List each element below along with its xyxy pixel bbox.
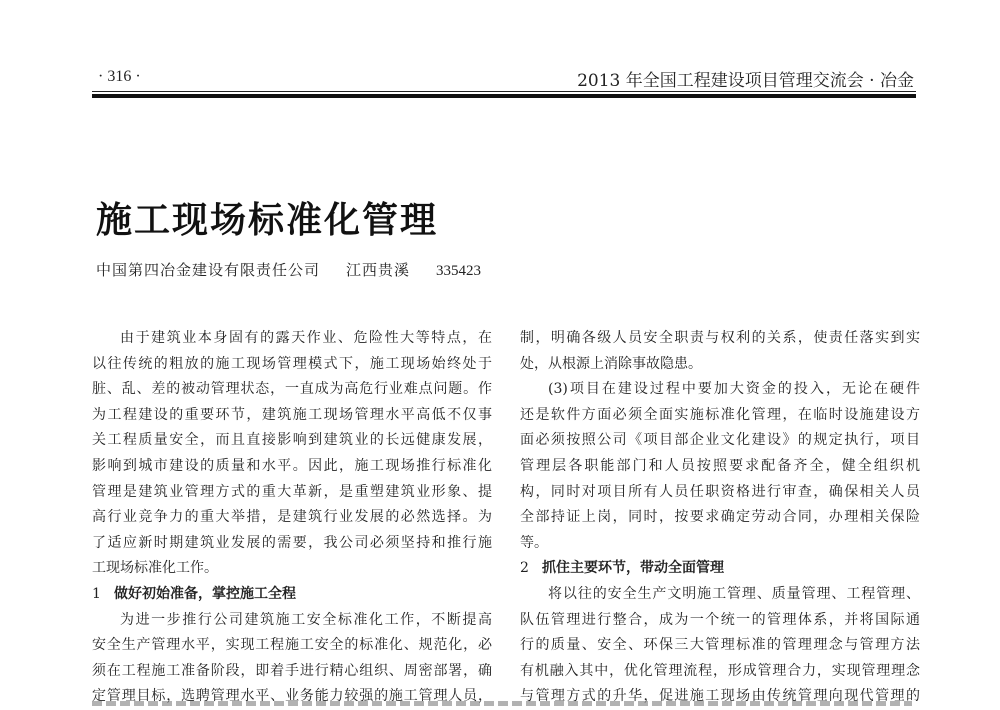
body-line: 等。 xyxy=(520,534,548,551)
affiliation-location: 江西贵溪 xyxy=(346,261,411,279)
body-line: 工现场标准化工作。 xyxy=(92,560,218,577)
body-line: 构，同时对项目所有人员任职资格进行审查，确保相关人员 xyxy=(520,483,920,500)
body-line: 行的质量、安全、环保三大管理标准的管理理念与管理方法 xyxy=(520,637,920,654)
body-line: 与管理方式的升华，促进施工现场由传统管理向现代管理的 xyxy=(520,688,920,705)
section-heading-2 xyxy=(520,556,920,582)
body-line: 脏、乱、差的被动管理状态，一直成为高危行业难点问题。作 xyxy=(92,381,492,398)
article-title: 施工现场标准化管理 xyxy=(96,199,439,241)
affiliation-postcode: 335423 xyxy=(436,263,482,279)
body-line: 还是软件方面必须全面实施标准化管理，在临时设施建设方 xyxy=(520,406,920,423)
body-line: 由于建筑业本身固有的露天作业、危险性大等特点，在 xyxy=(120,330,492,346)
body-line: 有机融入其中，优化管理流程，形成管理合力，实现管理理念 xyxy=(520,662,920,679)
body-line: 安全生产管理水平，实现工程施工安全的标准化、规范化，必 xyxy=(92,637,492,654)
cut-off-text-line xyxy=(92,701,912,706)
right-column xyxy=(520,326,920,710)
journal-title: 2013 年全国工程建设项目管理交流会 · 冶金 xyxy=(577,71,914,91)
body-line: 关工程质量安全，而且直接影响到建筑业的长远健康发展， xyxy=(92,432,492,449)
body-line: 处，从根源上消除事故隐患。 xyxy=(520,355,702,372)
author-affiliation xyxy=(96,259,507,280)
body-line: 定管理目标，选聘管理水平、业务能力较强的施工管理人员， xyxy=(92,688,492,705)
section-number: 2 xyxy=(520,560,529,577)
body-line: (3)项目在建设过程中要加大资金的投入，无论在硬件 xyxy=(548,381,920,398)
body-line: 队伍管理进行整合，成为一个统一的管理体系，并将国际通 xyxy=(520,611,920,628)
body-line: 为工程建设的重要环节，建筑施工现场管理水平高低不仅事 xyxy=(92,406,492,423)
body-line: 高行业竞争力的重大举措，是建筑行业发展的必然选择。为 xyxy=(92,509,492,526)
section-heading-text: 抓住主要环节，带动全面管理 xyxy=(542,560,724,577)
section-number: 1 xyxy=(92,585,101,602)
left-column xyxy=(92,326,492,710)
page-number: · 316 · xyxy=(98,68,141,85)
body-line: 以往传统的粗放的施工现场管理模式下，施工现场始终处于 xyxy=(92,355,492,372)
body-line: 管理层各职能部门和人员按照要求配备齐全，健全组织机 xyxy=(520,457,920,474)
page-header xyxy=(90,66,916,91)
body-line: 面必须按照公司《项目部企业文化建设》的规定执行，项目 xyxy=(520,432,920,449)
body-line: 须在工程施工准备阶段，即着手进行精心组织、周密部署，确 xyxy=(92,662,492,679)
body-line: 全部持证上岗，同时，按要求确定劳动合同，办理相关保险 xyxy=(520,509,920,526)
section-heading-text: 做好初始准备，掌控施工全程 xyxy=(114,585,296,602)
body-line: 影响到城市建设的质量和水平。因此，施工现场推行标准化 xyxy=(92,457,492,474)
body-line: 了适应新时期建筑业发展的需要，我公司必须坚持和推行施 xyxy=(92,534,492,551)
body-line: 为进一步推行公司建筑施工安全标准化工作，不断提高 xyxy=(120,611,492,628)
header-rule-thin xyxy=(92,91,916,92)
section-heading-1 xyxy=(92,582,492,608)
body-line: 制，明确各级人员安全职责与权利的关系，使责任落实到实 xyxy=(520,330,920,346)
affiliation-org: 中国第四冶金建设有限责任公司 xyxy=(96,261,321,279)
body-line: 管理是建筑业管理方式的重大革新，是重塑建筑业形象、提 xyxy=(92,483,492,500)
header-rule-thick xyxy=(92,94,916,98)
body-line: 将以往的安全生产文明施工管理、质量管理、工程管理、 xyxy=(548,585,920,602)
